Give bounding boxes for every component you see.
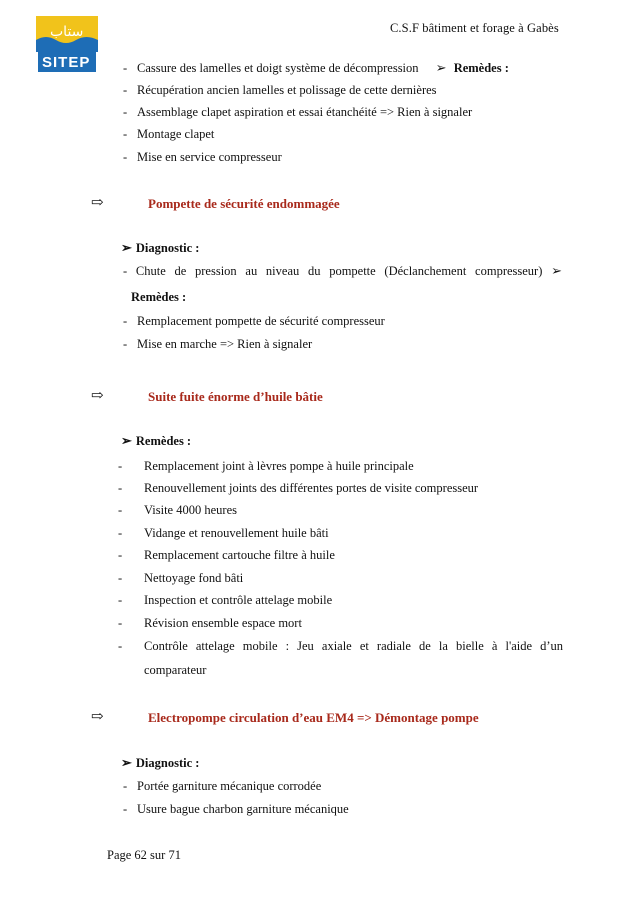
section1-remede-1: - Remplacement pompette de sécurité compresseur bbox=[123, 314, 385, 328]
section1-title: Pompette de sécurité endommagée bbox=[148, 196, 340, 211]
block1-line-3: - Assemblage clapet aspiration et essai étanchéité => Rien à signaler bbox=[123, 105, 473, 119]
page-number: Page 62 sur 71 bbox=[107, 848, 181, 862]
section2-item-6: - Nettoyage fond bâti bbox=[118, 571, 244, 585]
section3-diagnostic-heading: ➢ Diagnostic : bbox=[121, 755, 200, 770]
section2-item-3: - Visite 4000 heures bbox=[118, 503, 237, 517]
section-arrow-icon: ⇨ bbox=[91, 709, 104, 725]
section2-item-8: - Révision ensemble espace mort bbox=[118, 616, 302, 630]
logo-text: SITEP bbox=[42, 54, 91, 71]
section2-item-1: - Remplacement joint à lèvres pompe à huile principale bbox=[118, 459, 414, 473]
section-arrow-icon: ⇨ bbox=[91, 388, 104, 404]
check-arrow-icon: ➢ bbox=[121, 433, 132, 448]
block1-line-1: - Cassure des lamelles et doigt système de décompression ➢ Remèdes : bbox=[123, 60, 509, 75]
section2-item-7: - Inspection et contrôle attelage mobile bbox=[118, 593, 333, 607]
section2-item-2: - Renouvellement joints des différentes portes de visite compresseur bbox=[118, 481, 479, 495]
section1-diagnostic-line: - Chute de pression au niveau du pompette (Déclanchement compresseur) ➢ bbox=[123, 263, 563, 278]
remedes-inline-label: Remèdes : bbox=[453, 61, 509, 75]
header-company-text: C.S.F bâtiment et forage à Gabès bbox=[390, 21, 559, 35]
section2-item-4: - Vidange et renouvellement huile bâti bbox=[118, 526, 329, 540]
section1-diagnostic-heading: ➢ Diagnostic : bbox=[121, 240, 200, 255]
check-arrow-icon: ➢ bbox=[121, 755, 132, 770]
check-arrow-icon: ➢ bbox=[551, 263, 563, 278]
section2-item-9-cont: comparateur bbox=[144, 663, 207, 677]
section2-item-5: - Remplacement cartouche filtre à huile bbox=[118, 548, 335, 562]
section3-item-2: - Usure bague charbon garniture mécanique bbox=[123, 802, 349, 816]
section1-remede-2: - Mise en marche => Rien à signaler bbox=[123, 337, 313, 351]
check-arrow-icon: ➢ bbox=[435, 60, 447, 75]
section2-remedes-heading: ➢ Remèdes : bbox=[121, 433, 192, 448]
sitep-logo bbox=[36, 16, 98, 74]
section-arrow-icon: ⇨ bbox=[91, 195, 104, 211]
section2-item-9: Contrôle attelage mobile : Jeu axiale et radiale de la bielle à l'aide d’un bbox=[144, 639, 564, 653]
check-arrow-icon: ➢ bbox=[121, 240, 132, 255]
section3-item-1: - Portée garniture mécanique corrodée bbox=[123, 779, 322, 793]
block1-line-5: - Mise en service compresseur bbox=[123, 150, 282, 164]
section2-item-9-dash: - bbox=[118, 639, 123, 653]
section2-title: Suite fuite énorme d’huile bâtie bbox=[148, 389, 323, 404]
section1-remedes-heading: Remèdes : bbox=[131, 290, 187, 304]
block1-line-2: - Récupération ancien lamelles et polissage de cette dernières bbox=[123, 83, 437, 97]
logo-arabic-text: ستاب bbox=[50, 24, 84, 40]
section3-title: Electropompe circulation d’eau EM4 => Démontage pompe bbox=[148, 710, 479, 725]
block1-line-4: - Montage clapet bbox=[123, 127, 215, 141]
